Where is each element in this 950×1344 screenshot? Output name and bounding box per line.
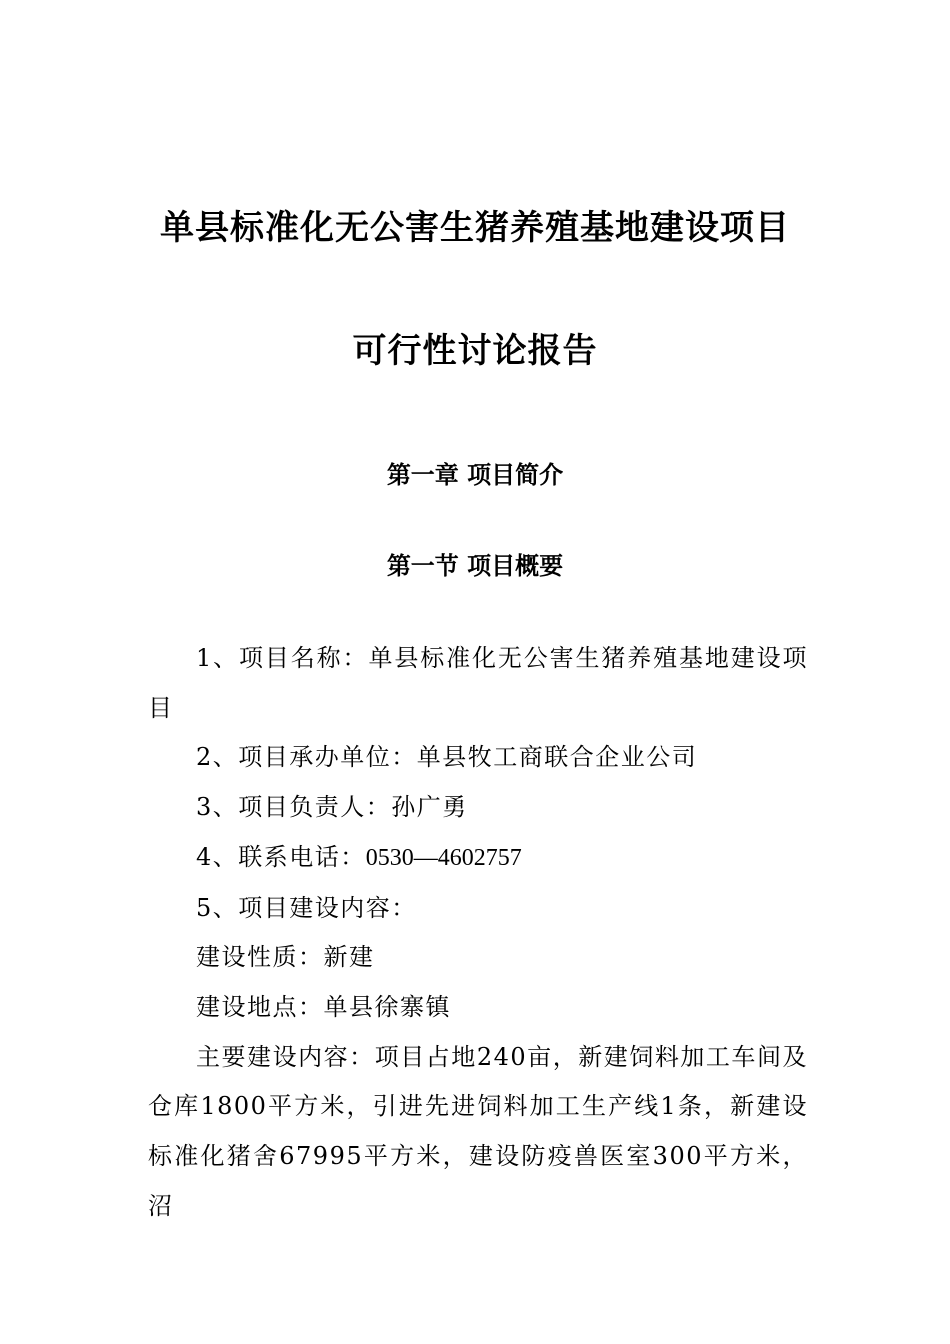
paragraph-construction-content — [148, 884, 808, 934]
paragraph-construction-nature — [148, 933, 808, 983]
paragraph-project-name — [148, 634, 808, 733]
paragraph-phone — [148, 833, 808, 884]
item-value: 新建 — [323, 943, 375, 972]
paragraph-main-content — [148, 1033, 808, 1232]
item-value: 单县标准化无公害生猪养殖基地建设项目 — [148, 644, 809, 722]
item-value: 单县徐寨镇 — [323, 992, 451, 1021]
item-label: 1、项目名称： — [196, 644, 369, 672]
main-content-label: 主要建设内容： — [196, 1042, 375, 1071]
paragraph-construction-location — [148, 983, 808, 1033]
item-label: 3、项目负责人： — [196, 793, 392, 822]
section-heading: 第一节 项目概要 — [386, 551, 564, 580]
document-body — [148, 634, 808, 1231]
item-label: 5、项目建设内容： — [196, 893, 417, 922]
paragraph-organizer — [148, 733, 808, 783]
main-content-text: 项目占地240亩，新建饲料加工车间及仓库1800平方米，引进先进饲料加工生产线1条，新建设标准化猪舍67995平方米，建设防疫兽医室300平方米，沼 — [148, 1042, 808, 1220]
item-value: 孙广勇 — [391, 793, 468, 822]
document-title-line-1: 单县标准化无公害生猪养殖基地建设项目 — [160, 208, 790, 248]
document-title-line-2: 可行性讨论报告 — [352, 331, 598, 371]
item-label: 2、项目承办单位： — [196, 743, 417, 772]
chapter-heading: 第一章 项目简介 — [386, 460, 564, 489]
paragraph-responsible-person — [148, 783, 808, 833]
item-label: 4、联系电话： — [196, 842, 366, 871]
item-label: 建设性质： — [196, 943, 324, 972]
item-label: 建设地点： — [196, 992, 324, 1021]
item-value: 0530—4602757 — [365, 844, 522, 871]
item-value: 单县牧工商联合企业公司 — [416, 743, 698, 772]
